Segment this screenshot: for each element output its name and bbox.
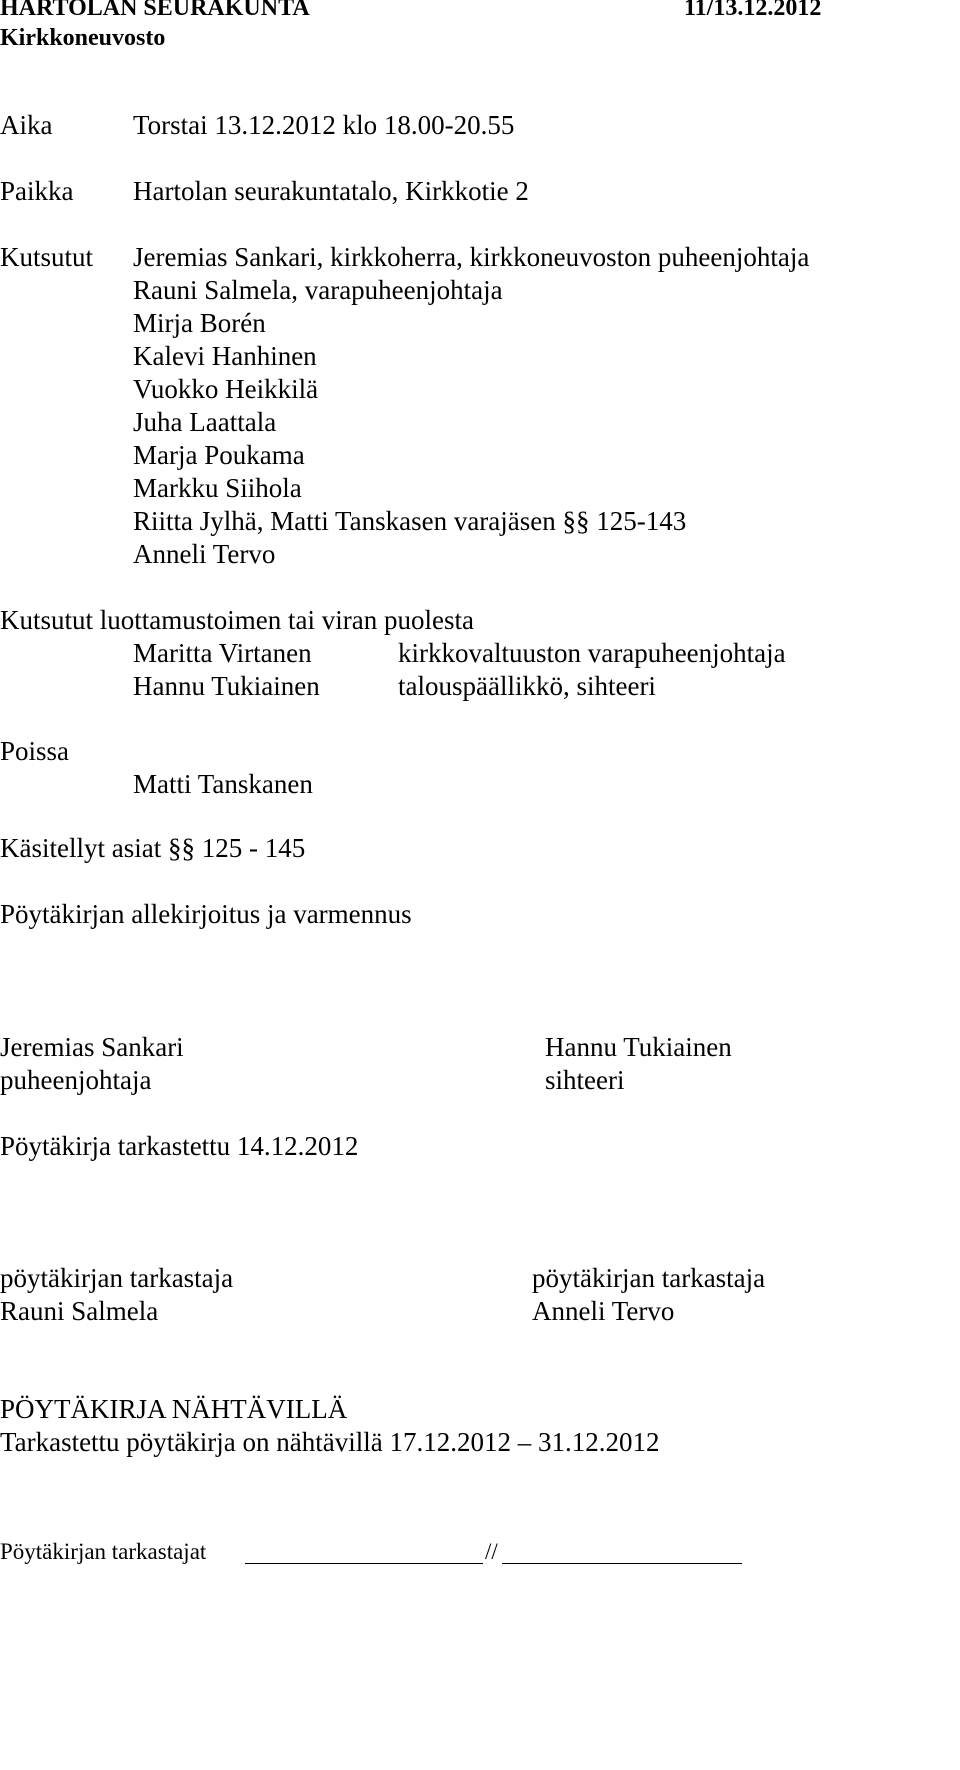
place-value: Hartolan seurakuntatalo, Kirkkotie 2: [133, 176, 529, 206]
time-value: Torstai 13.12.2012 klo 18.00-20.55: [133, 110, 515, 140]
page-reference: 11/13.12.2012: [684, 0, 822, 21]
invited-member: Rauni Salmela, varapuheenjohtaja: [133, 275, 503, 305]
official-invited-label: Kutsutut luottamustoimen tai viran puolesta: [0, 605, 474, 635]
place-label: Paikka: [0, 176, 74, 206]
chair-name: Jeremias Sankari: [0, 1032, 184, 1062]
initials-separator: //: [485, 1539, 498, 1564]
invited-member: Riitta Jylhä, Matti Tanskasen varajäsen §§ 125-143: [133, 506, 687, 536]
reviewer-role: pöytäkirjan tarkastaja: [532, 1263, 766, 1293]
time-label: Aika: [0, 110, 53, 140]
handled-items: Käsitellyt asiat §§ 125 - 145: [0, 833, 306, 863]
chair-role: puheenjohtaja: [0, 1065, 152, 1095]
invited-label: Kutsutut: [0, 242, 94, 272]
initials-line-left: [245, 1563, 483, 1564]
invited-member: Jeremias Sankari, kirkkoherra, kirkkoneuvoston puheenjohtaja: [133, 242, 810, 272]
reviewer-role: pöytäkirjan tarkastaja: [0, 1263, 234, 1293]
official-name: Hannu Tukiainen: [133, 671, 320, 701]
organization-name: HARTOLAN SEURAKUNTA: [0, 0, 310, 21]
display-heading: PÖYTÄKIRJA NÄHTÄVILLÄ: [0, 1394, 348, 1424]
review-date: Pöytäkirja tarkastettu 14.12.2012: [0, 1131, 359, 1161]
secretary-role: sihteeri: [545, 1065, 625, 1095]
absent-member: Matti Tanskanen: [133, 769, 313, 799]
official-role: talouspäällikkö, sihteeri: [398, 671, 656, 701]
reviewer-name: Anneli Tervo: [532, 1296, 675, 1326]
invited-member: Mirja Borén: [133, 308, 266, 338]
invited-member: Markku Siihola: [133, 473, 302, 503]
absent-label: Poissa: [0, 736, 70, 766]
invited-member: Juha Laattala: [133, 407, 277, 437]
official-role: kirkkovaltuuston varapuheenjohtaja: [398, 638, 786, 668]
display-text: Tarkastettu pöytäkirja on nähtävillä 17.12.2012 – 31.12.2012: [0, 1427, 660, 1457]
invited-member: Anneli Tervo: [133, 539, 276, 569]
reviewer-name: Rauni Salmela: [0, 1296, 159, 1326]
official-name: Maritta Virtanen: [133, 638, 312, 668]
invited-member: Kalevi Hanhinen: [133, 341, 317, 371]
invited-member: Marja Poukama: [133, 440, 305, 470]
invited-member: Vuokko Heikkilä: [133, 374, 319, 404]
signing-heading: Pöytäkirjan allekirjoitus ja varmennus: [0, 899, 412, 929]
initials-line-right: [502, 1563, 742, 1564]
secretary-name: Hannu Tukiainen: [545, 1032, 732, 1062]
governing-body: Kirkkoneuvosto: [0, 25, 166, 51]
footer-reviewers-label: Pöytäkirjan tarkastajat: [0, 1539, 207, 1564]
